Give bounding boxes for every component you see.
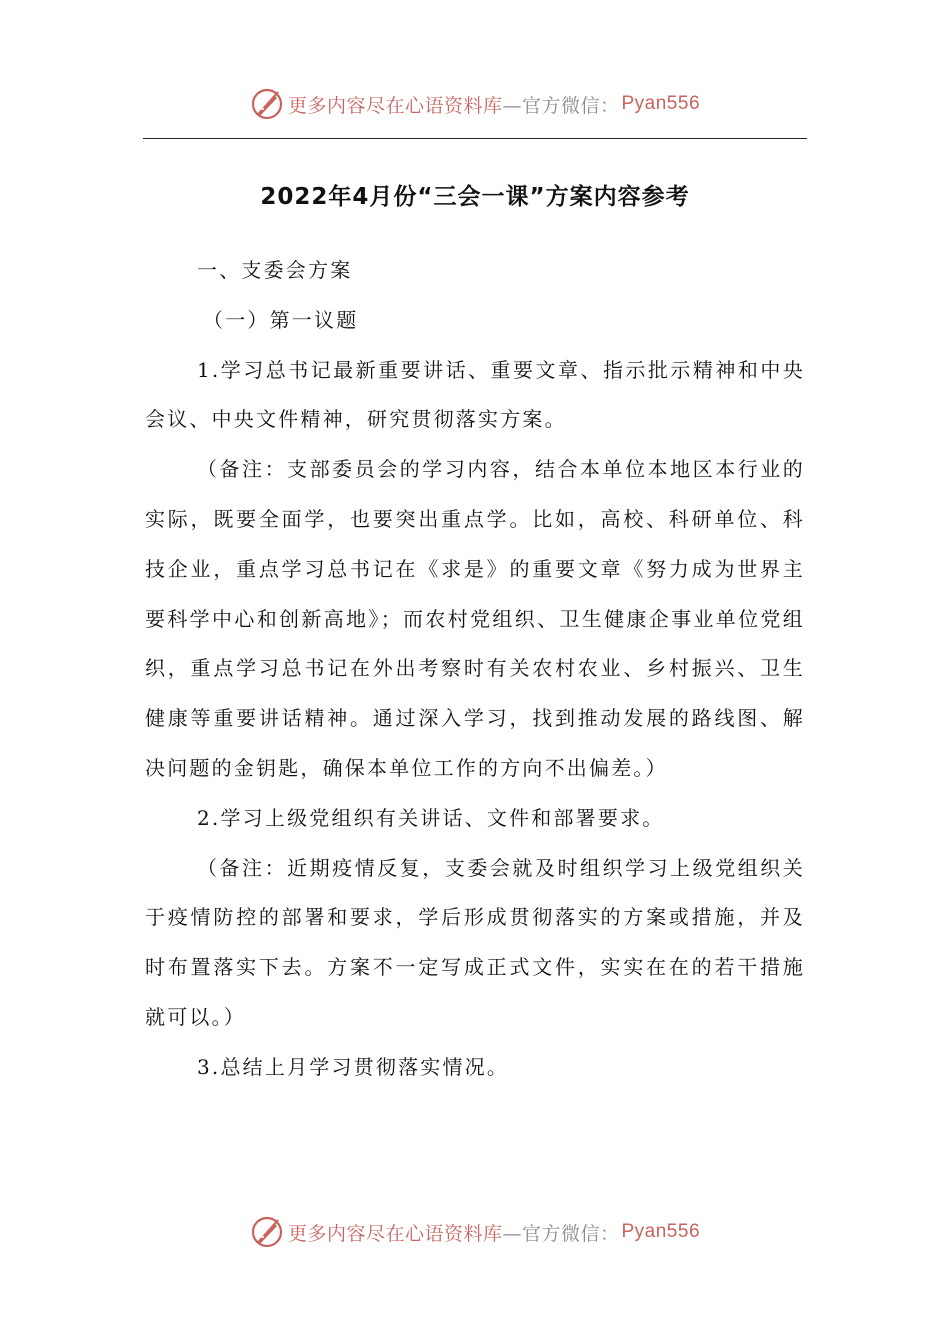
pen-logo-icon [250, 87, 284, 121]
header-divider [143, 138, 807, 139]
header-official-label: —官方微信： [502, 94, 620, 117]
body-paragraph: 2.学习上级党组织有关讲话、文件和部署要求。 [197, 805, 665, 830]
document-title: 2022年4月份“三会一课”方案内容参考 [260, 184, 690, 210]
section-heading: 一、支委会方案 [197, 258, 353, 282]
header-watermark [0, 84, 950, 124]
body-paragraph: 3.总结上月学习贯彻落实情况。 [197, 1054, 510, 1079]
pen-logo-icon [250, 1215, 284, 1249]
note-paragraph: （备注：支部委员会的学习内容，结合本单位本地区本行业的实际，既要全面学，也要突出重点学。比如，高校、科研单位、科技企业，重点学习总书记在《求是》的重要文章《努力成为世界主要科学中心和创新高地》；而农村党组织、卫生健康企事业单位党组织，重点学习总书记在外出考察时有关农村农业、乡村振兴、卫生健康等重要讲话精神。通过深入学习，找到推动发展的路线图、解决问题的金钥匙，确保本单位工作的方向不出偏差。） [145, 457, 805, 780]
header-wechat-id: Pyan556 [621, 93, 701, 114]
header-brand-text: 更多内容尽在心语资料库 [287, 94, 503, 117]
footer-official-label: —官方微信： [502, 1222, 620, 1245]
document-body [145, 246, 805, 1093]
footer-wechat-id: Pyan556 [621, 1221, 701, 1242]
footer-brand-text: 更多内容尽在心语资料库 [287, 1222, 503, 1245]
subsection-heading: （一）第一议题 [203, 307, 359, 332]
note-paragraph: （备注：近期疫情反复，支委会就及时组织学习上级党组织关于疫情防控的部署和要求，学后形成贯彻落实的方案或措施，并及时布置落实下去。方案不一定写成正式文件，实实在在的若干措施就可以。） [145, 855, 805, 1029]
body-paragraph: 1.学习总书记最新重要讲话、重要文章、指示批示精神和中央会议、中央文件精神，研究贯彻落实方案。 [145, 357, 805, 432]
footer-watermark [0, 1212, 950, 1252]
